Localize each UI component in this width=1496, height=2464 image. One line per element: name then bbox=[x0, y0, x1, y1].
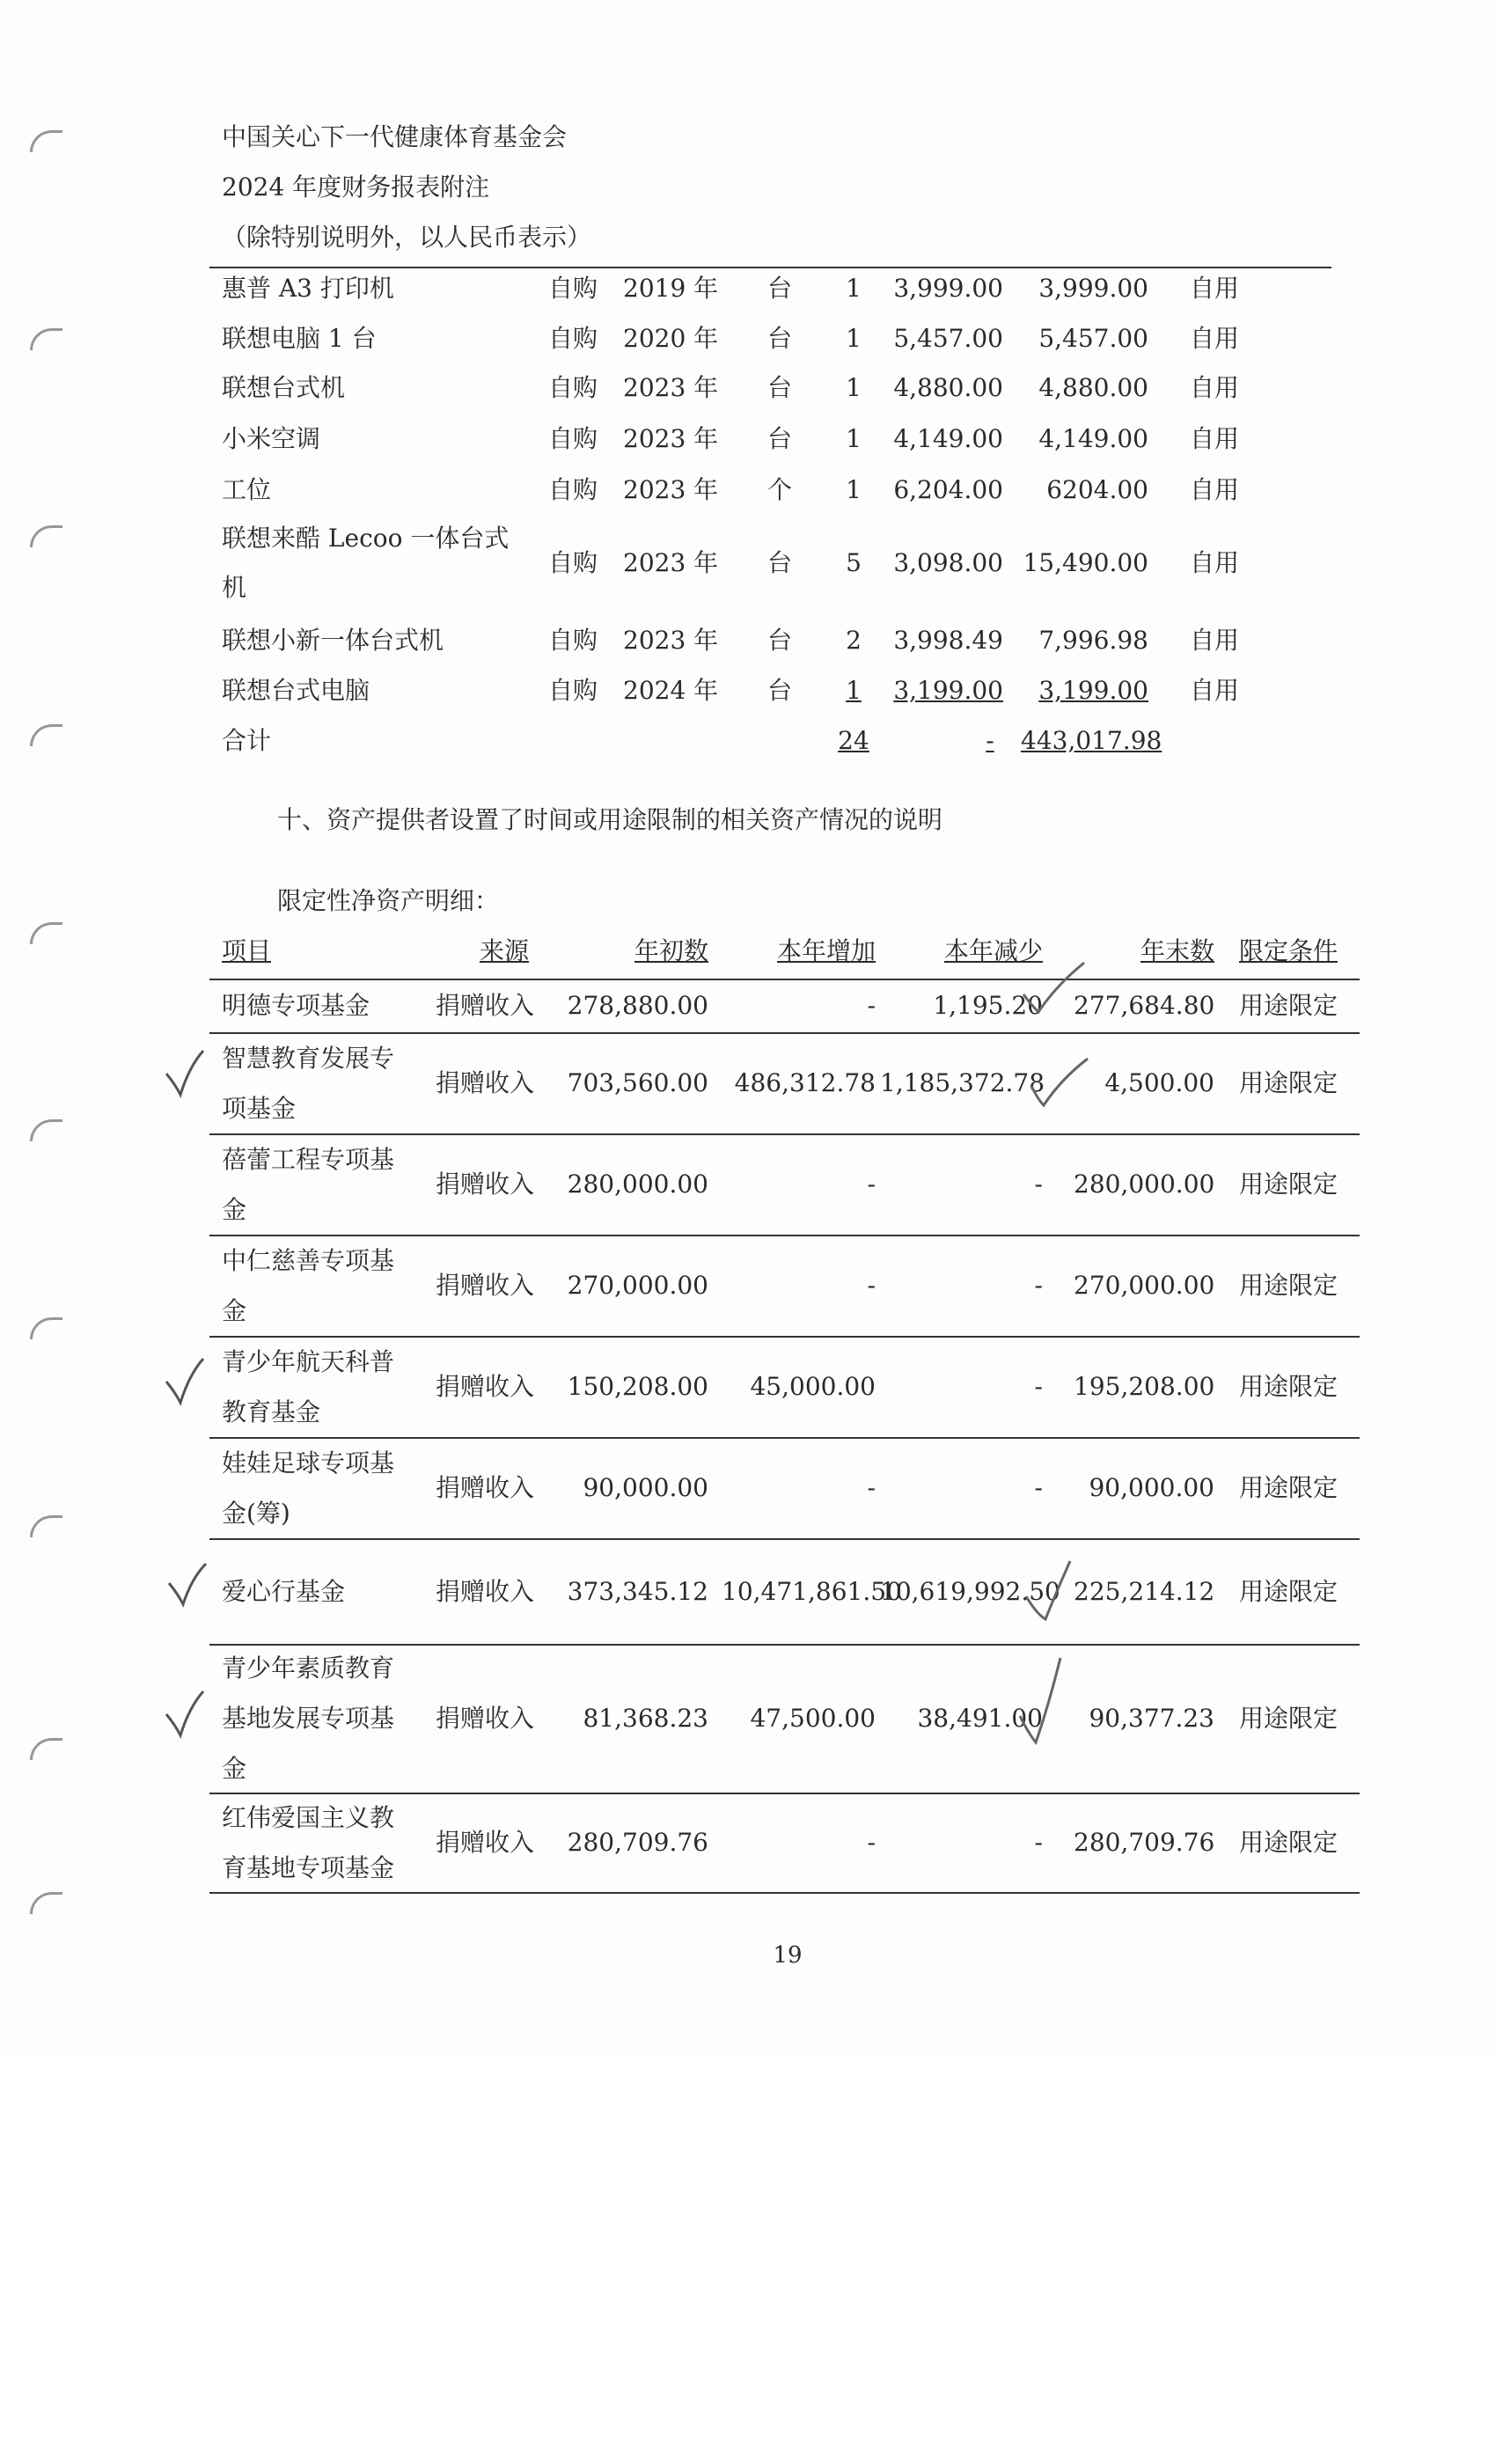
equipment-amount: 15,490.00 bbox=[1023, 548, 1148, 577]
equipment-price: 4,149.00 bbox=[893, 424, 1003, 453]
col-header-begin: 年初数 bbox=[634, 936, 708, 965]
equipment-year: 2023 年 bbox=[623, 373, 719, 402]
fund-source: 捐赠收入 bbox=[436, 1068, 535, 1097]
fund-name-line: 教育基金 bbox=[222, 1397, 321, 1426]
equipment-qty: 1 bbox=[846, 373, 862, 402]
equipment-year: 2023 年 bbox=[623, 475, 719, 504]
fund-cond: 用途限定 bbox=[1239, 1828, 1338, 1857]
col-header-increase: 本年增加 bbox=[776, 936, 876, 965]
fund-name bbox=[222, 1438, 415, 1538]
fund-name-line: 金 bbox=[222, 1754, 247, 1783]
equipment-name: 联想台式电脑 bbox=[222, 676, 370, 705]
fund-begin: 278,880.00 bbox=[567, 991, 708, 1020]
equipment-amount: 7,996.98 bbox=[1038, 626, 1148, 655]
fund-decrease: - bbox=[1034, 1828, 1043, 1857]
col-header-source: 来源 bbox=[480, 936, 530, 965]
equipment-method: 自购 bbox=[548, 424, 598, 453]
fund-source: 捐赠收入 bbox=[436, 1828, 535, 1857]
fund-cond: 用途限定 bbox=[1239, 1372, 1338, 1401]
equipment-unit: 台 bbox=[767, 676, 793, 705]
fund-cond: 用途限定 bbox=[1239, 1576, 1338, 1606]
fund-source: 捐赠收入 bbox=[436, 991, 535, 1020]
fund-name-line: 智慧教育发展专 bbox=[222, 1043, 395, 1073]
fund-name-line: 红伟爱国主义教 bbox=[222, 1802, 395, 1832]
fund-cond: 用途限定 bbox=[1239, 1271, 1338, 1300]
fund-cond: 用途限定 bbox=[1239, 1068, 1338, 1097]
fund-increase: 47,500.00 bbox=[750, 1704, 876, 1733]
fund-source: 捐赠收入 bbox=[436, 1372, 535, 1401]
fund-name bbox=[222, 980, 415, 1030]
equipment-method: 自购 bbox=[548, 274, 598, 303]
fund-increase: - bbox=[867, 1473, 876, 1502]
total-price: - bbox=[986, 726, 994, 755]
fund-source: 捐赠收入 bbox=[436, 1473, 535, 1502]
fund-name-line: 金 bbox=[222, 1295, 247, 1325]
page-number: 19 bbox=[773, 1942, 803, 1969]
row-divider bbox=[209, 1538, 1360, 1540]
equipment-use: 自用 bbox=[1190, 548, 1240, 577]
equipment-year: 2020 年 bbox=[623, 324, 719, 353]
fund-decrease: 38,491.00 bbox=[917, 1704, 1043, 1733]
equipment-name: 联想台式机 bbox=[222, 373, 346, 402]
equipment-use: 自用 bbox=[1190, 676, 1240, 705]
fund-begin: 373,345.12 bbox=[567, 1576, 708, 1606]
total-amount: 443,017.98 bbox=[1021, 726, 1162, 755]
handwritten-check-icon bbox=[165, 1560, 209, 1609]
fund-cond: 用途限定 bbox=[1239, 1473, 1338, 1502]
fund-source: 捐赠收入 bbox=[436, 1170, 535, 1199]
fund-name-line: 爱心行基金 bbox=[222, 1576, 346, 1606]
fund-name bbox=[222, 1566, 415, 1617]
fund-cond: 用途限定 bbox=[1239, 1170, 1338, 1199]
equipment-use: 自用 bbox=[1190, 475, 1240, 504]
fund-begin: 703,560.00 bbox=[567, 1068, 708, 1097]
equipment-amount: 6204.00 bbox=[1046, 475, 1148, 504]
equipment-year: 2023 年 bbox=[623, 424, 719, 453]
equipment-name: 联想电脑 1 台 bbox=[222, 324, 377, 353]
fund-name-line: 蓓蕾工程专项基 bbox=[222, 1144, 395, 1174]
currency-note: （除特别说明外，以人民币表示） bbox=[222, 223, 592, 252]
fund-increase: - bbox=[867, 991, 876, 1020]
fund-source: 捐赠收入 bbox=[436, 1576, 535, 1606]
fund-name-line: 明德专项基金 bbox=[222, 991, 370, 1020]
fund-increase: 486,312.78 bbox=[734, 1068, 876, 1097]
equipment-method: 自购 bbox=[548, 626, 598, 655]
col-header-condition: 限定条件 bbox=[1239, 936, 1338, 965]
handwritten-check-icon bbox=[1021, 959, 1087, 1016]
equipment-use: 自用 bbox=[1190, 424, 1240, 453]
equipment-amount: 5,457.00 bbox=[1038, 324, 1148, 353]
fund-end: 280,709.76 bbox=[1074, 1828, 1215, 1857]
fund-increase: - bbox=[867, 1271, 876, 1300]
equipment-price: 3,199.00 bbox=[893, 676, 1003, 705]
fund-name bbox=[222, 1793, 415, 1893]
equipment-name: 惠普 A3 打印机 bbox=[222, 274, 394, 303]
report-title: 2024 年度财务报表附注 bbox=[222, 172, 490, 202]
fund-name bbox=[222, 1134, 415, 1235]
equipment-qty: 1 bbox=[846, 676, 862, 705]
equipment-qty: 5 bbox=[846, 548, 862, 577]
equipment-unit: 台 bbox=[767, 274, 793, 303]
equipment-year: 2024 年 bbox=[623, 676, 719, 705]
total-qty: 24 bbox=[838, 726, 869, 755]
fund-cond: 用途限定 bbox=[1239, 1704, 1338, 1733]
fund-increase: 10,471,861.50 bbox=[722, 1576, 902, 1606]
fund-end: 90,000.00 bbox=[1089, 1473, 1214, 1502]
fund-decrease: - bbox=[1034, 1372, 1043, 1401]
fund-begin: 150,208.00 bbox=[567, 1372, 708, 1401]
fund-source: 捐赠收入 bbox=[436, 1271, 535, 1300]
fund-begin: 280,000.00 bbox=[567, 1170, 708, 1199]
equipment-price: 3,098.00 bbox=[893, 548, 1003, 577]
equipment-name: 联想小新一体台式机 bbox=[222, 626, 444, 655]
fund-decrease: - bbox=[1034, 1473, 1043, 1502]
handwritten-check-icon bbox=[163, 1688, 207, 1741]
equipment-name: 工位 bbox=[222, 475, 272, 504]
handwritten-check-icon bbox=[1016, 1654, 1065, 1751]
fund-decrease: 10,619,992.50 bbox=[880, 1576, 1060, 1606]
fund-name bbox=[222, 1337, 415, 1437]
fund-cond: 用途限定 bbox=[1239, 991, 1338, 1020]
fund-increase: - bbox=[867, 1170, 876, 1199]
equipment-amount: 3,199.00 bbox=[1038, 676, 1148, 705]
fund-end: 277,684.80 bbox=[1074, 991, 1215, 1020]
equipment-unit: 个 bbox=[767, 475, 793, 504]
equipment-price: 3,999.00 bbox=[893, 274, 1003, 303]
fund-end: 195,208.00 bbox=[1074, 1372, 1215, 1401]
col-header-decrease: 本年减少 bbox=[943, 936, 1043, 965]
fund-end: 280,000.00 bbox=[1074, 1170, 1215, 1199]
equipment-unit: 台 bbox=[767, 424, 793, 453]
fund-name-line: 青少年素质教育 bbox=[222, 1654, 395, 1683]
fund-name-line: 娃娃足球专项基 bbox=[222, 1448, 395, 1478]
equipment-method: 自购 bbox=[548, 676, 598, 705]
equipment-use: 自用 bbox=[1190, 373, 1240, 402]
fund-name-line: 中仁慈善专项基 bbox=[222, 1245, 395, 1275]
equipment-price: 6,204.00 bbox=[893, 475, 1003, 504]
fund-decrease: - bbox=[1034, 1170, 1043, 1199]
fund-name bbox=[222, 1033, 415, 1133]
fund-end: 270,000.00 bbox=[1074, 1271, 1215, 1300]
col-header-item: 项目 bbox=[222, 936, 272, 965]
fund-name-line: 青少年航天科普 bbox=[222, 1346, 395, 1376]
fund-source: 捐赠收入 bbox=[436, 1704, 535, 1733]
fund-decrease: 1,195.20 bbox=[933, 991, 1043, 1020]
fund-begin: 90,000.00 bbox=[583, 1473, 708, 1502]
fund-name-line: 项基金 bbox=[222, 1093, 297, 1123]
fund-begin: 81,368.23 bbox=[583, 1704, 708, 1733]
fund-increase: - bbox=[867, 1828, 876, 1857]
fund-decrease: - bbox=[1034, 1271, 1043, 1300]
equipment-name-line: 联想来酷 Lecoo 一体台式 bbox=[222, 524, 510, 553]
fund-end: 225,214.12 bbox=[1074, 1576, 1215, 1606]
handwritten-check-icon bbox=[163, 1047, 207, 1100]
handwritten-check-icon bbox=[1030, 1056, 1091, 1109]
equipment-price: 4,880.00 bbox=[893, 373, 1003, 402]
equipment-method: 自购 bbox=[548, 548, 598, 577]
equipment-year: 2023 年 bbox=[623, 626, 719, 655]
equipment-unit: 台 bbox=[767, 626, 793, 655]
equipment-use: 自用 bbox=[1190, 626, 1240, 655]
equipment-qty: 1 bbox=[846, 324, 862, 353]
equipment-method: 自购 bbox=[548, 373, 598, 402]
equipment-use: 自用 bbox=[1190, 324, 1240, 353]
col-header-end: 年末数 bbox=[1140, 936, 1214, 965]
equipment-qty: 1 bbox=[846, 424, 862, 453]
equipment-qty: 1 bbox=[846, 274, 862, 303]
fund-begin: 270,000.00 bbox=[567, 1271, 708, 1300]
row-divider bbox=[209, 1892, 1360, 1894]
fund-name bbox=[222, 1236, 415, 1336]
fund-begin: 280,709.76 bbox=[567, 1828, 708, 1857]
equipment-year: 2019 年 bbox=[623, 274, 719, 303]
total-label: 合计 bbox=[222, 726, 272, 755]
fund-name-line: 育基地专项基金 bbox=[222, 1852, 395, 1882]
equipment-price: 5,457.00 bbox=[893, 324, 1003, 353]
equipment-unit: 台 bbox=[767, 548, 793, 577]
fund-decrease: 1,185,372.78 bbox=[880, 1068, 1045, 1097]
section-heading: 十、资产提供者设置了时间或用途限制的相关资产情况的说明 bbox=[277, 805, 943, 834]
equipment-amount: 4,880.00 bbox=[1038, 373, 1148, 402]
equipment-year: 2023 年 bbox=[623, 548, 719, 577]
equipment-amount: 3,999.00 bbox=[1038, 274, 1148, 303]
equipment-name bbox=[222, 514, 509, 612]
equipment-unit: 台 bbox=[767, 324, 793, 353]
org-name: 中国关心下一代健康体育基金会 bbox=[222, 122, 568, 151]
fund-name-line: 金 bbox=[222, 1194, 247, 1224]
fund-increase: 45,000.00 bbox=[750, 1372, 876, 1401]
equipment-method: 自购 bbox=[548, 324, 598, 353]
section-subheading: 限定性净资产明细： bbox=[277, 886, 500, 915]
handwritten-check-icon bbox=[1021, 1558, 1074, 1624]
fund-end: 4,500.00 bbox=[1104, 1068, 1214, 1097]
fund-name-line: 金(筹) bbox=[222, 1498, 290, 1528]
fund-name bbox=[222, 1643, 415, 1793]
equipment-unit: 台 bbox=[767, 373, 793, 402]
equipment-qty: 1 bbox=[846, 475, 862, 504]
equipment-name: 小米空调 bbox=[222, 424, 321, 453]
equipment-method: 自购 bbox=[548, 475, 598, 504]
fund-name-line: 基地发展专项基 bbox=[222, 1704, 395, 1733]
handwritten-check-icon bbox=[163, 1355, 207, 1408]
equipment-price: 3,998.49 bbox=[893, 626, 1003, 655]
equipment-qty: 2 bbox=[846, 626, 862, 655]
equipment-use: 自用 bbox=[1190, 274, 1240, 303]
equipment-amount: 4,149.00 bbox=[1038, 424, 1148, 453]
fund-end: 90,377.23 bbox=[1089, 1704, 1214, 1733]
equipment-name-line: 机 bbox=[222, 573, 247, 602]
